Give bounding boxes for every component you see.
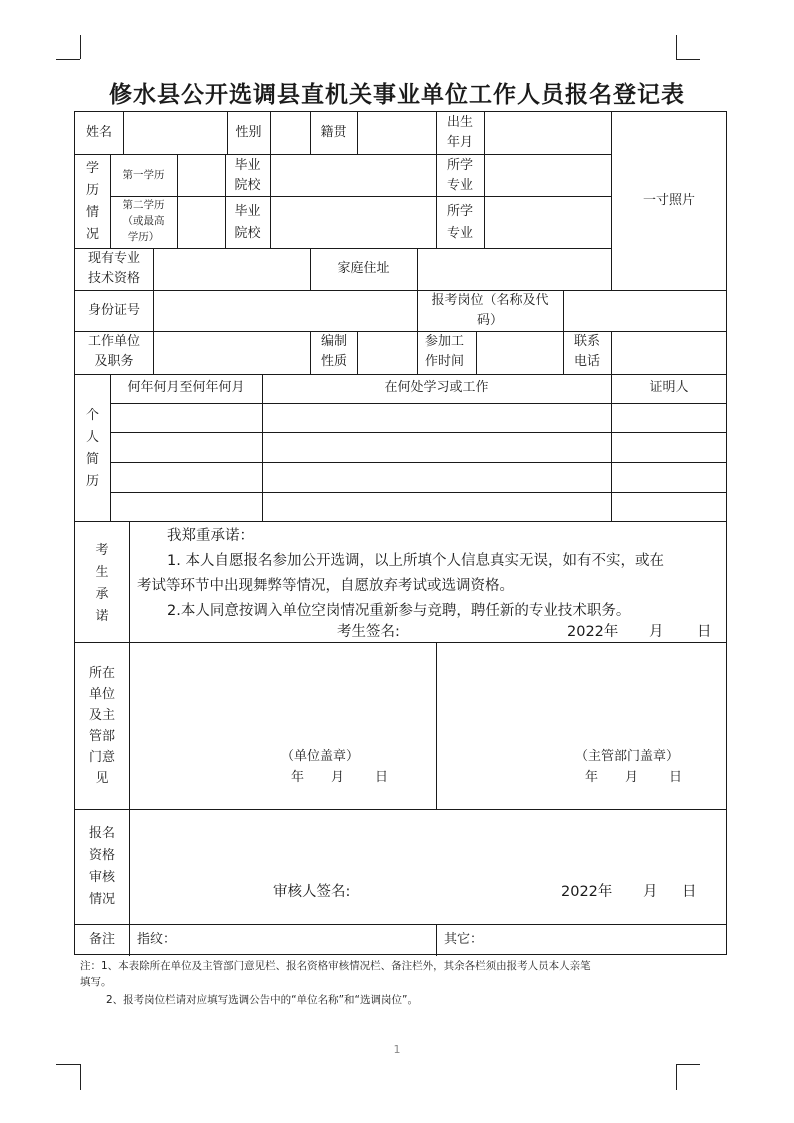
label-second-degree-1: 第二学历 — [122, 199, 165, 211]
unit-seal-year: 年 — [291, 770, 305, 785]
pledge-line-1a: 1. 本人自愿报名参加公开选调，以上所填个人信息真实无误，如有不实，或在 — [167, 553, 664, 569]
note-line-1b: 填写。 — [80, 976, 112, 988]
crop-mark-bottom-right — [676, 1064, 677, 1090]
label-education-4: 况 — [85, 227, 99, 242]
label-opinion-4: 管部 — [88, 729, 115, 744]
label-position-2: 码） — [476, 313, 503, 328]
label-phone-2: 电话 — [573, 354, 600, 369]
photo-placeholder: 一寸照片 — [642, 193, 695, 208]
crop-mark-top-right-h — [676, 59, 700, 60]
label-staff-type-2: 性质 — [321, 354, 348, 369]
label-pledge-4: 诺 — [95, 609, 109, 624]
note-line-2: 2、报考岗位栏请对应填写选调公告中的“单位名称”和“选调岗位”。 — [106, 994, 418, 1006]
review-month: 月 — [643, 884, 658, 900]
unit-seal-day: 日 — [375, 770, 389, 785]
label-education-1: 学 — [85, 161, 99, 176]
label-review-3: 审核 — [88, 870, 115, 885]
label-id-number: 身份证号 — [87, 303, 140, 318]
pledge-day: 日 — [697, 624, 712, 640]
label-school-2a: 毕业 — [234, 204, 261, 219]
crop-mark-bottom-left-h — [56, 1064, 80, 1065]
label-education-2: 历 — [85, 183, 99, 198]
label-school-2b: 院校 — [234, 226, 261, 241]
review-year: 2022年 — [561, 884, 613, 900]
label-name: 姓名 — [85, 125, 112, 140]
label-workplace-1: 工作单位 — [87, 334, 140, 349]
dept-seal-year: 年 — [585, 770, 599, 785]
label-school-1a: 毕业 — [234, 158, 261, 173]
dept-seal: （主管部门盖章） — [575, 749, 680, 764]
crop-mark-top-right — [676, 35, 677, 59]
label-resume-4: 历 — [85, 474, 99, 489]
label-second-degree-3: 学历） — [127, 231, 160, 243]
label-pledge-2: 生 — [95, 565, 109, 580]
pledge-heading: 我郑重承诺： — [167, 528, 254, 544]
label-work-start-1: 参加工 — [425, 334, 465, 349]
crop-mark-bottom-right-h — [676, 1064, 700, 1065]
label-opinion-1: 所在 — [88, 666, 115, 681]
label-review-1: 报名 — [88, 826, 115, 841]
resume-col-place: 在何处学习或工作 — [384, 380, 489, 395]
label-review-2: 资格 — [88, 848, 115, 863]
label-opinion-5: 门意 — [88, 750, 115, 765]
label-second-degree-2: （或最高 — [122, 215, 165, 227]
label-phone-1: 联系 — [573, 334, 600, 349]
pledge-year: 2022年 — [567, 624, 619, 640]
review-sign-label: 审核人签名: — [273, 884, 351, 900]
label-birth-2: 年月 — [446, 135, 473, 150]
label-opinion-2: 单位 — [88, 687, 115, 702]
form-title: 修水县公开选调县直机关事业单位工作人员报名登记表 — [109, 82, 685, 108]
resume-col-witness: 证明人 — [649, 380, 689, 395]
label-resume-1: 个 — [85, 408, 99, 423]
label-major-1b: 专业 — [446, 178, 473, 193]
label-pledge-1: 考 — [95, 543, 109, 558]
unit-seal: （单位盖章） — [281, 749, 360, 764]
registration-form — [74, 111, 727, 955]
label-major-2a: 所学 — [446, 204, 473, 219]
label-address: 家庭住址 — [337, 261, 390, 276]
remarks-fingerprint: 指纹： — [137, 932, 177, 947]
pledge-month: 月 — [649, 624, 664, 640]
unit-seal-month: 月 — [331, 770, 345, 785]
label-origin: 籍贯 — [320, 125, 347, 140]
crop-mark-top-left — [80, 35, 81, 59]
label-education-3: 情 — [85, 205, 99, 220]
label-gender: 性别 — [235, 125, 262, 140]
label-resume-2: 人 — [85, 430, 99, 445]
pledge-line-2: 2.本人同意按调入单位空岗情况重新参与竞聘，聘任新的专业技术职务。 — [167, 603, 631, 619]
label-school-1b: 院校 — [234, 178, 261, 193]
label-major-1a: 所学 — [446, 158, 473, 173]
label-workplace-2: 及职务 — [94, 354, 134, 369]
label-opinion-3: 及主 — [88, 708, 115, 723]
label-work-start-2: 作时间 — [425, 354, 465, 369]
label-pledge-3: 承 — [95, 587, 109, 602]
label-first-degree: 第一学历 — [122, 169, 165, 181]
label-major-2b: 专业 — [446, 226, 473, 241]
dept-seal-month: 月 — [625, 770, 639, 785]
label-resume-3: 简 — [85, 452, 99, 467]
label-remarks: 备注 — [88, 932, 115, 947]
page-number: 1 — [393, 1043, 401, 1056]
crop-mark-top-left-h — [56, 59, 80, 60]
label-opinion-6: 见 — [95, 771, 109, 786]
dept-seal-day: 日 — [669, 770, 683, 785]
pledge-sign-label: 考生签名: — [337, 624, 400, 640]
label-birth-1: 出生 — [446, 115, 473, 130]
label-staff-type-1: 编制 — [321, 334, 348, 349]
label-qualification-2: 技术资格 — [87, 271, 140, 286]
pledge-line-1b: 考试等环节中出现舞弊等情况，自愿放弃考试或选调资格。 — [137, 578, 514, 594]
resume-col-period: 何年何月至何年何月 — [127, 380, 245, 395]
label-position-1: 报考岗位（名称及代 — [431, 293, 549, 308]
remarks-other: 其它： — [444, 932, 484, 947]
label-review-4: 情况 — [88, 892, 115, 907]
review-day: 日 — [682, 884, 697, 900]
crop-mark-bottom-left — [80, 1064, 81, 1090]
note-line-1: 注：1、本表除所在单位及主管部门意见栏、报名资格审核情况栏、备注栏外，其余各栏须由报考人员本人亲笔 — [80, 960, 591, 972]
label-qualification-1: 现有专业 — [87, 251, 140, 266]
